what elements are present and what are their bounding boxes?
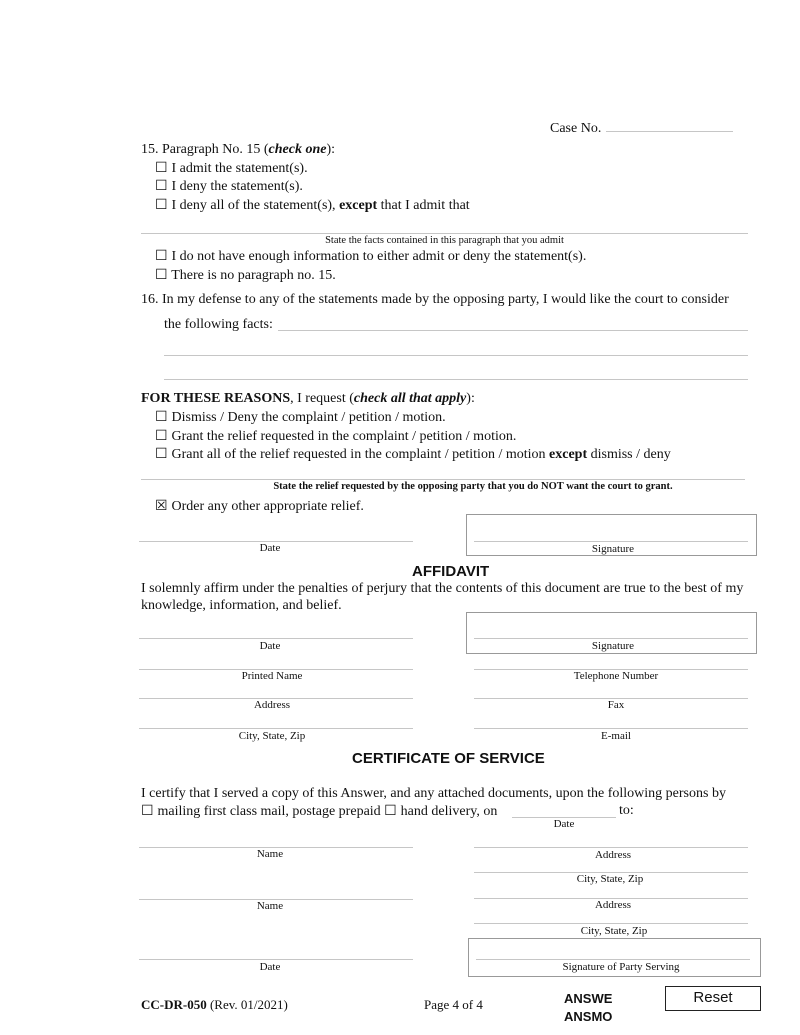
p15-option-deny-except[interactable]: ☐ I deny all of the statement(s), except that I admit that bbox=[155, 198, 470, 213]
service-date-signed-field[interactable] bbox=[139, 959, 413, 960]
telephone-caption: Telephone Number bbox=[573, 670, 659, 682]
date-caption: Date bbox=[259, 542, 281, 554]
checkbox-icon[interactable]: ☐ bbox=[155, 198, 168, 213]
form-code: CC-DR-050 (Rev. 01/2021) bbox=[141, 997, 288, 1012]
p15-option-not-enough-info[interactable]: ☐ I do not have enough information to either admit or deny the statement(s). bbox=[155, 249, 587, 264]
to-label: to: bbox=[619, 803, 634, 818]
city-state-zip-caption-2: City, State, Zip bbox=[580, 925, 648, 937]
affidavit-title: AFFIDAVIT bbox=[412, 563, 490, 580]
reasons-option-grant-except[interactable]: ☐ Grant all of the relief requested in the complaint / petition / motion except dismiss / deny bbox=[155, 447, 671, 462]
relief-not-wanted-field[interactable] bbox=[141, 479, 745, 480]
printed-name-caption: Printed Name bbox=[241, 670, 303, 682]
paragraph-16-line1: 16. In my defense to any of the statements made by the opposing party, I would like the court to consider bbox=[141, 292, 729, 307]
checkbox-icon[interactable]: ☐ bbox=[155, 410, 168, 425]
address-caption-1: Address bbox=[594, 849, 632, 861]
serving-signature-field[interactable] bbox=[476, 959, 750, 960]
page-number: Page 4 of 4 bbox=[424, 997, 483, 1012]
email-field[interactable] bbox=[474, 728, 748, 729]
p15-option-admit[interactable]: ☐ I admit the statement(s). bbox=[155, 161, 308, 176]
paragraph-15-title: 15. Paragraph No. 15 (check one): bbox=[141, 142, 336, 157]
address-caption-2: Address bbox=[594, 899, 632, 911]
checkbox-icon[interactable]: ☐ bbox=[155, 249, 168, 264]
p15-facts-caption: State the facts contained in this paragraph that you admit bbox=[325, 235, 564, 246]
checkbox-icon[interactable]: ☐ bbox=[384, 804, 397, 819]
served-city-field-2[interactable] bbox=[474, 923, 748, 924]
checkbox-icon[interactable]: ☐ bbox=[141, 804, 154, 819]
affidavit-date-field[interactable] bbox=[139, 638, 413, 639]
defense-facts-field-1[interactable] bbox=[278, 330, 748, 331]
relief-caption: State the relief requested by the opposing party that you do NOT want the court to grant. bbox=[273, 481, 673, 492]
service-date-caption: Date bbox=[553, 818, 575, 830]
p15-option-deny[interactable]: ☐ I deny the statement(s). bbox=[155, 179, 303, 194]
service-date-signed-caption: Date bbox=[259, 961, 281, 973]
form-abbreviation-1: ANSWE bbox=[564, 991, 613, 1006]
fax-caption: Fax bbox=[607, 699, 625, 711]
p15-option-no-paragraph[interactable]: ☐ There is no paragraph no. 15. bbox=[155, 268, 336, 283]
reasons-option-other-relief[interactable]: ☒ Order any other appropriate relief. bbox=[155, 499, 364, 514]
checkbox-icon[interactable]: ☐ bbox=[155, 179, 168, 194]
city-state-zip-caption: City, State, Zip bbox=[238, 730, 306, 742]
certificate-text-line1: I certify that I served a copy of this Answer, and any attached documents, upon the following persons by bbox=[141, 786, 726, 801]
p15-admit-facts-field[interactable] bbox=[141, 233, 748, 234]
affidavit-signature-caption: Signature bbox=[591, 640, 635, 652]
city-state-zip-field[interactable] bbox=[139, 728, 413, 729]
reset-button[interactable]: Reset bbox=[665, 986, 761, 1011]
checkbox-icon[interactable]: ☐ bbox=[155, 268, 168, 283]
signature-caption: Signature bbox=[591, 543, 635, 555]
affidavit-signature-field[interactable] bbox=[474, 638, 748, 639]
reasons-option-dismiss[interactable]: ☐ Dismiss / Deny the complaint / petition / motion. bbox=[155, 410, 446, 425]
case-no-label: Case No. bbox=[550, 121, 602, 136]
affidavit-date-caption: Date bbox=[259, 640, 281, 652]
affidavit-text-line1: I solemnly affirm under the penalties of perjury that the contents of this document are true to the best of my bbox=[141, 581, 744, 596]
reasons-option-grant[interactable]: ☐ Grant the relief requested in the complaint / petition / motion. bbox=[155, 429, 517, 444]
paragraph-16-line2: the following facts: bbox=[164, 317, 273, 332]
checkbox-icon[interactable]: ☐ bbox=[155, 429, 168, 444]
city-state-zip-caption-1: City, State, Zip bbox=[576, 873, 644, 885]
served-address-field-1[interactable] bbox=[474, 847, 748, 848]
affidavit-text-line2: knowledge, information, and belief. bbox=[141, 598, 342, 613]
certificate-title: CERTIFICATE OF SERVICE bbox=[352, 750, 545, 767]
case-no-field[interactable] bbox=[606, 131, 733, 132]
name-caption-2: Name bbox=[256, 900, 284, 912]
checkbox-icon[interactable]: ☐ bbox=[155, 447, 168, 462]
serving-signature-caption: Signature of Party Serving bbox=[562, 961, 680, 973]
email-caption: E-mail bbox=[601, 730, 631, 742]
form-abbreviation-2: ANSMO bbox=[564, 1009, 613, 1024]
reasons-title: FOR THESE REASONS, I request (check all that apply): bbox=[141, 391, 475, 406]
signature-field[interactable] bbox=[474, 541, 748, 542]
checkbox-checked-icon[interactable]: ☒ bbox=[155, 499, 168, 514]
certificate-service-method: ☐ mailing first class mail, postage prepaid ☐ hand delivery, on bbox=[141, 804, 498, 819]
defense-facts-field-2[interactable] bbox=[164, 355, 748, 356]
address-caption: Address bbox=[253, 699, 291, 711]
checkbox-icon[interactable]: ☐ bbox=[155, 161, 168, 176]
name-caption-1: Name bbox=[256, 848, 284, 860]
defense-facts-field-3[interactable] bbox=[164, 379, 748, 380]
